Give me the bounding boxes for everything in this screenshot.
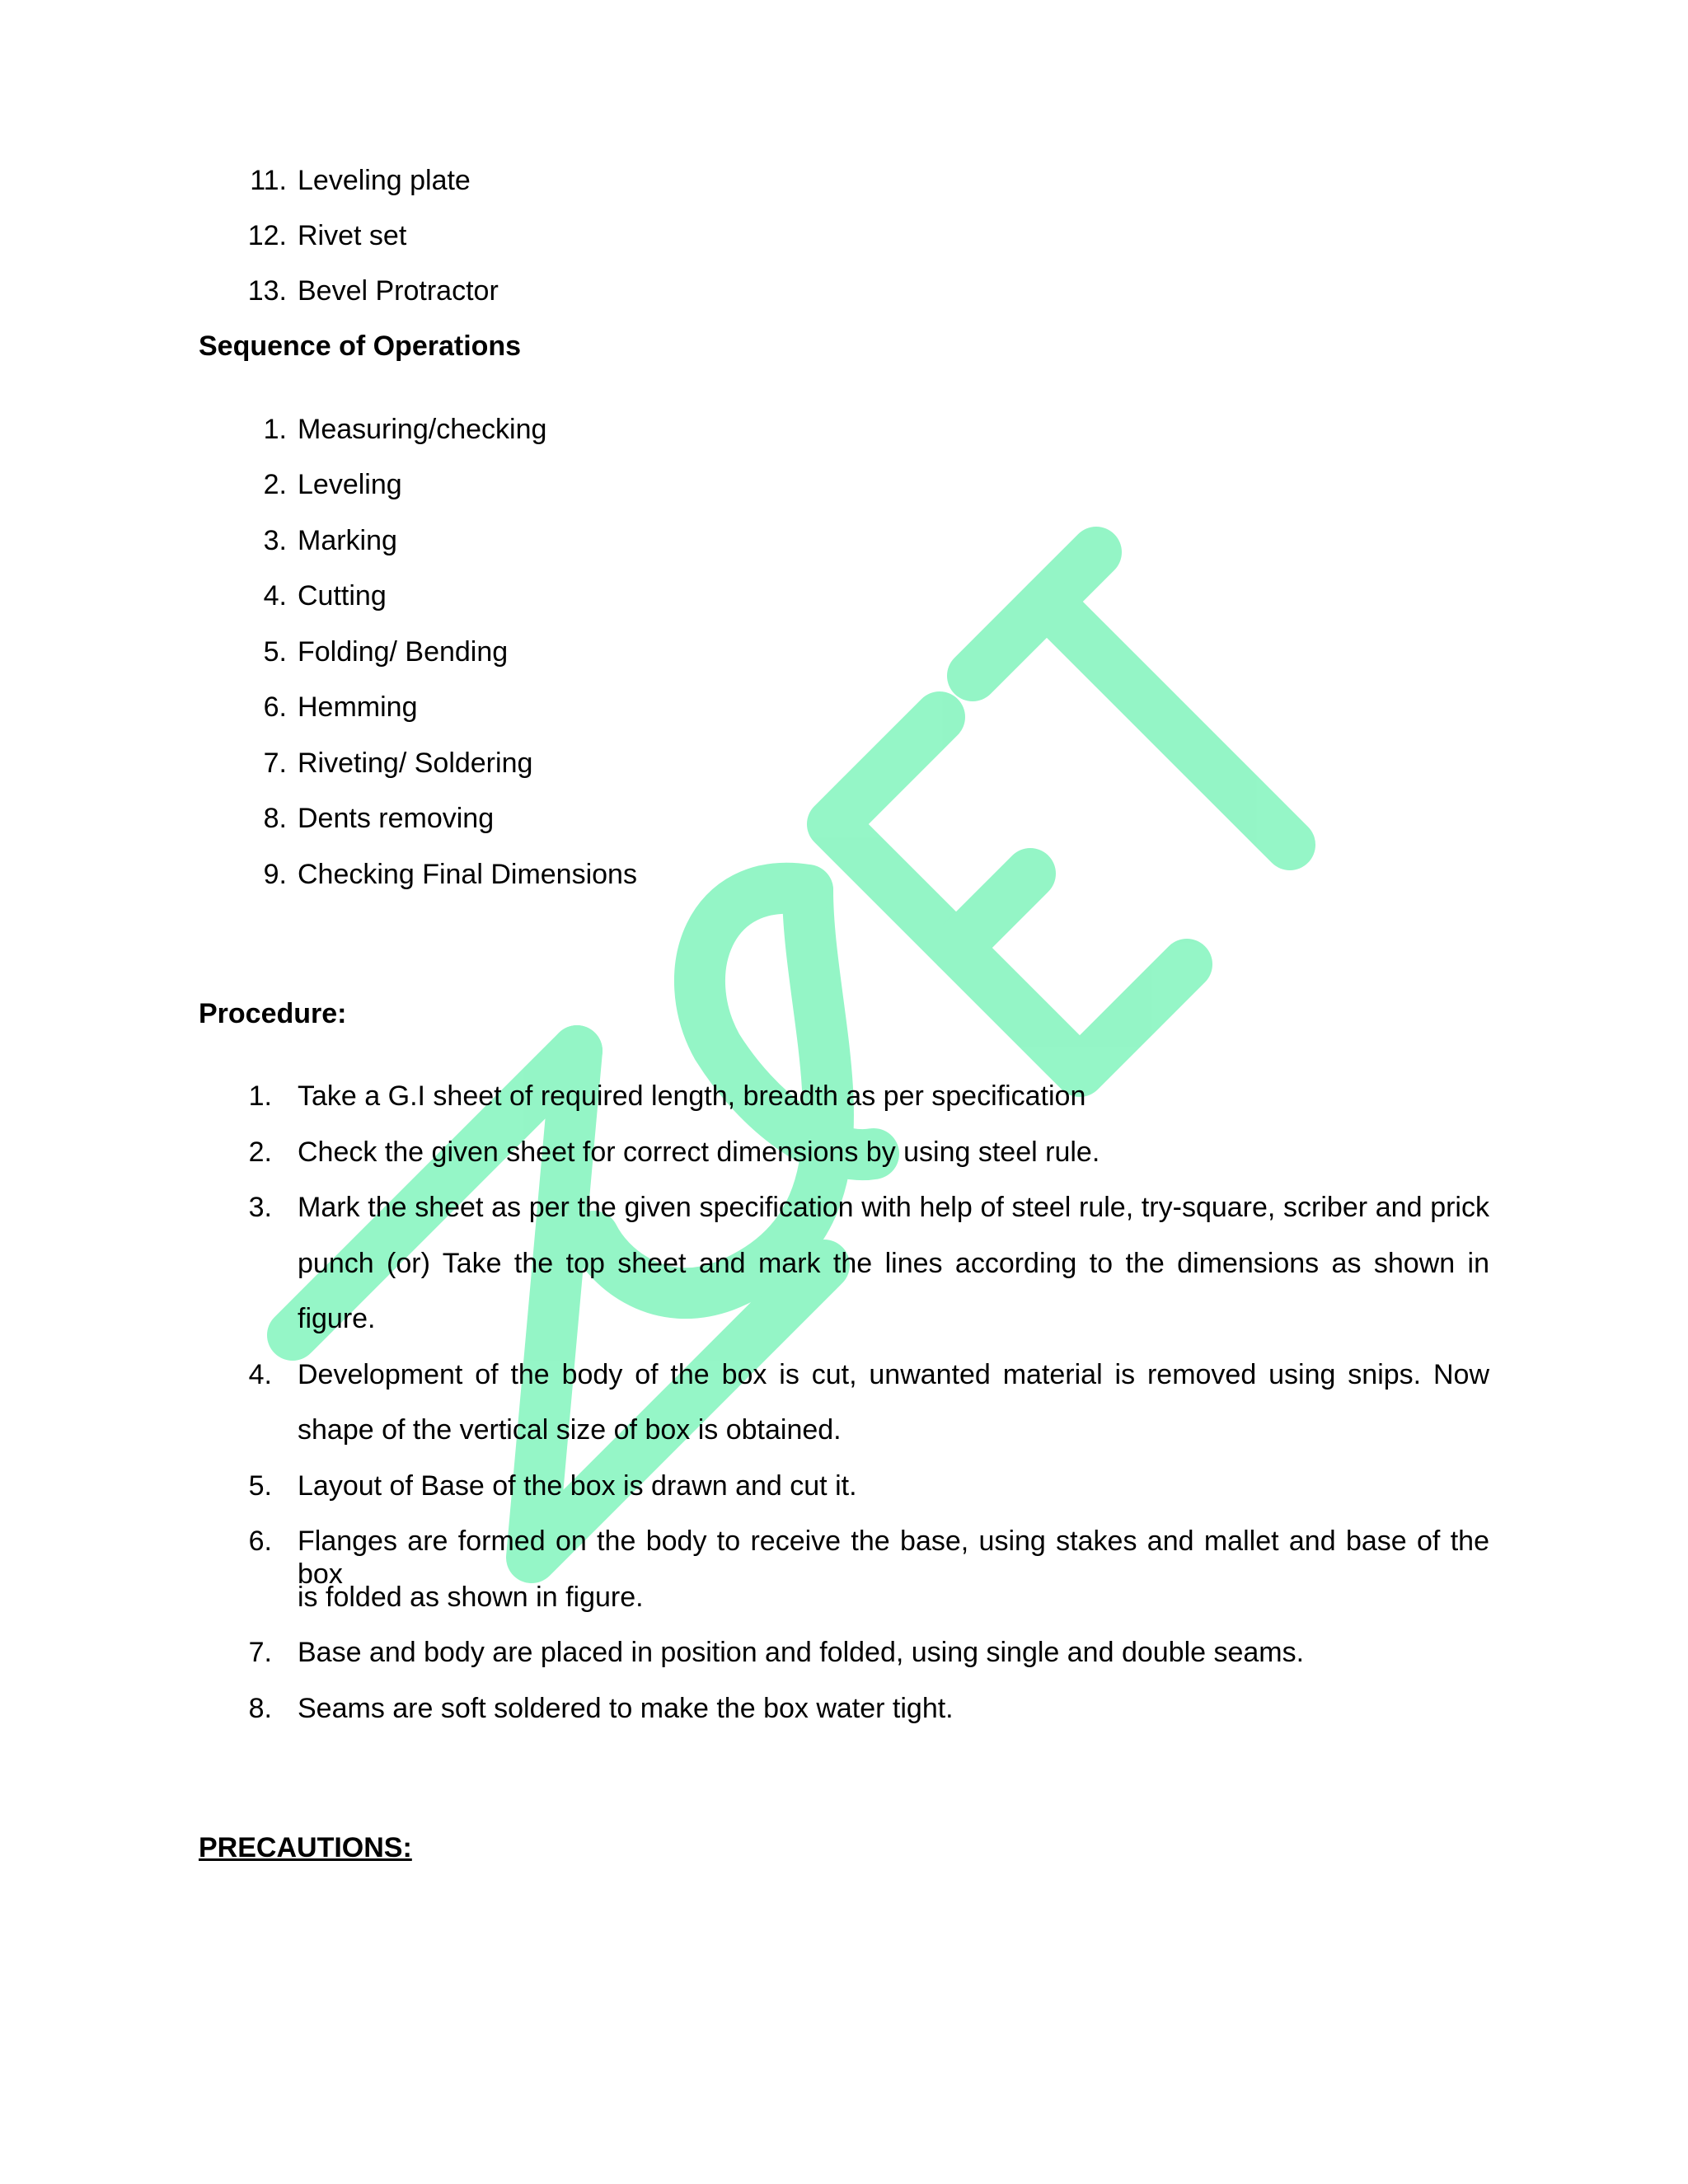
list-item: Marking [298, 525, 397, 556]
list-number: 2. [263, 469, 287, 500]
procedure-line: shape of the vertical size of box is obtained. [298, 1414, 842, 1446]
list-item: Bevel Protractor [298, 275, 499, 307]
procedure-line: Check the given sheet for correct dimensions by using steel rule. [298, 1137, 1100, 1168]
list-number: 8. [263, 803, 287, 834]
list-number: 2. [248, 1137, 272, 1168]
procedure-line: Base and body are placed in position and folded, using single and double seams. [298, 1637, 1305, 1668]
procedure-line: punch (or) Take the top sheet and mark the lines according to the dimensions as shown in [298, 1248, 1489, 1279]
list-item: Cutting [298, 580, 387, 612]
procedure-line: Flanges are formed on the body to receive the base, using stakes and mallet and base of the box [298, 1526, 1489, 1590]
list-number: 8. [248, 1693, 272, 1724]
list-number: 7. [248, 1637, 272, 1668]
list-item: Hemming [298, 691, 418, 723]
procedure-line: Mark the sheet as per the given specification with help of steel rule, try-square, scriber and prick [298, 1192, 1489, 1223]
procedure-line: Take a G.I sheet of required length, breadth as per specification [298, 1080, 1086, 1112]
list-item: Leveling [298, 469, 402, 500]
list-number: 1. [248, 1080, 272, 1112]
list-number: 12. [247, 220, 287, 251]
procedure-line: is folded as shown in figure. [298, 1582, 644, 1613]
procedure-line: Layout of Base of the box is drawn and cut it. [298, 1470, 857, 1502]
section-heading-sequence: Sequence of Operations [199, 330, 522, 362]
list-number: 3. [248, 1192, 272, 1223]
list-number: 3. [263, 525, 287, 556]
list-item: Dents removing [298, 803, 495, 834]
list-number: 4. [248, 1359, 272, 1390]
list-item: Folding/ Bending [298, 636, 509, 668]
list-number: 6. [263, 691, 287, 723]
procedure-line: Seams are soft soldered to make the box water tight. [298, 1693, 954, 1724]
list-number: 4. [263, 580, 287, 612]
list-number: 13. [247, 275, 287, 307]
list-number: 5. [263, 636, 287, 668]
list-item: Checking Final Dimensions [298, 859, 637, 890]
list-item: Rivet set [298, 220, 407, 251]
list-number: 9. [263, 859, 287, 890]
section-heading-procedure: Procedure: [199, 998, 347, 1029]
list-number: 6. [248, 1526, 272, 1557]
section-heading-precautions: PRECAUTIONS: [199, 1832, 412, 1863]
procedure-line: Development of the body of the box is cut, unwanted material is removed using snips. Now [298, 1359, 1489, 1390]
list-item: Riveting/ Soldering [298, 748, 533, 779]
list-number: 1. [263, 414, 287, 445]
list-number: 11. [250, 165, 287, 196]
list-number: 7. [263, 748, 287, 779]
list-number: 5. [248, 1470, 272, 1502]
procedure-line: figure. [298, 1303, 376, 1334]
list-item: Measuring/checking [298, 414, 547, 445]
list-item: Leveling plate [298, 165, 471, 196]
